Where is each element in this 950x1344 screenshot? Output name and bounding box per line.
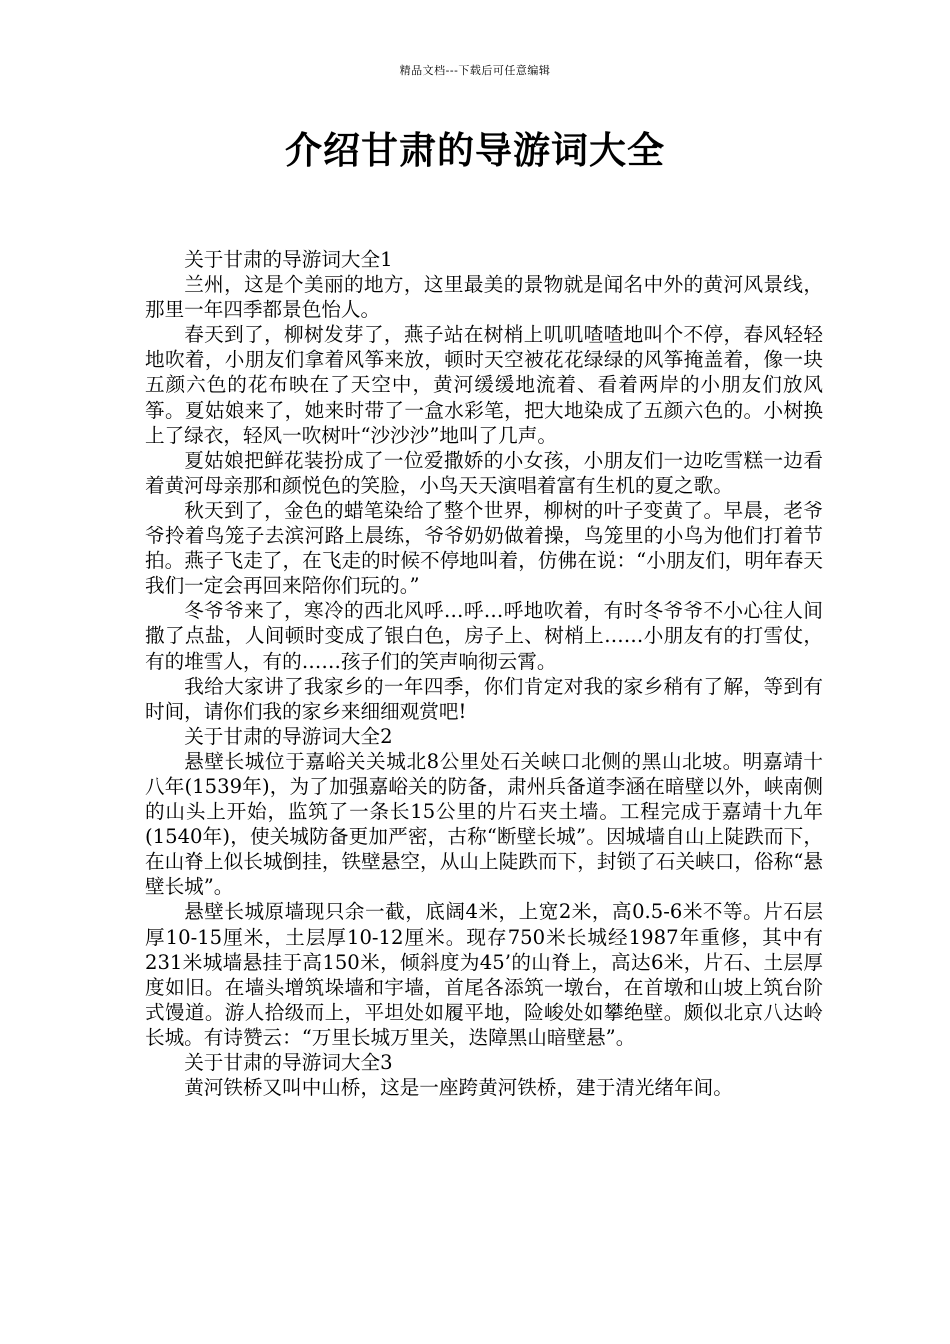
section-heading-1: 关于甘肃的导游词大全1 <box>184 248 393 271</box>
paragraph-autumn: 秋天到了，金色的蜡笔染给了整个世界，柳树的叶子变黄了。早晨，老爷爷拎着鸟笼子去滨河路上晨练，爷爷奶奶做着操，鸟笼里的小鸟为他们打着节拍。燕子飞走了，在飞走的时候不停地叫着，仿佛在说：“小朋友们，明年春天我们一定会再回来陪你们玩的。” <box>145 498 823 598</box>
section-heading-2: 关于甘肃的导游词大全2 <box>184 724 393 748</box>
paragraph-summer: 夏姑娘把鲜花装扮成了一位爱撒娇的小女孩，小朋友们一边吃雪糕一边看着黄河母亲那和颜悦色的笑脸，小鸟天天演唱着富有生机的夏之歌。 <box>145 448 823 497</box>
document-title: 介绍甘肃的导游词大全 <box>285 129 665 172</box>
paragraph-lanzhou-intro: 兰州，这是个美丽的地方，这里最美的景物就是闻名中外的黄河风景线，那里一年四季都景色怡人。 <box>145 273 823 322</box>
paragraph-spring: 春天到了，柳树发芽了，燕子站在树梢上叽叽喳喳地叫个不停，春风轻轻地吹着，小朋友们拿着风筝来放，顿时天空被花花绿绿的风筝掩盖着，像一块五颜六色的花布映在了天空中，黄河缓缓地流着、看着两岸的小朋友们放风筝。夏姑娘来了，她来时带了一盒水彩笔，把大地染成了五颜六色的。小树换上了绿衣，轻风一吹树叶“沙沙沙”地叫了几声。 <box>145 323 823 447</box>
page-header-note: 精品文档---下载后可任意编辑 <box>399 64 551 77</box>
paragraph-iron-bridge: 黄河铁桥又叫中山桥，这是一座跨黄河铁桥，建于清光绪年间。 <box>184 1076 733 1100</box>
paragraph-winter: 冬爷爷来了，寒冷的西北风呼…呼…呼地吹着，有时冬爷爷不小心往人间撒了点盐，人间顿时变成了银白色，房子上、树梢上……小朋友有的打雪仗，有的堆雪人，有的……孩子们的笑声响彻云霄。 <box>145 599 823 673</box>
paragraph-conclusion: 我给大家讲了我家乡的一年四季，你们肯定对我的家乡稍有了解，等到有时间，请你们我的家乡来细细观赏吧! <box>145 674 823 723</box>
section-heading-3: 关于甘肃的导游词大全3 <box>184 1051 393 1074</box>
paragraph-hanging-wall-history: 悬壁长城位于嘉峪关关城北8公里处石关峡口北侧的黑山北坡。明嘉靖十八年(1539年)，为了加强嘉峪关的防备，肃州兵备道李涵在暗壁以外，峡南侧的山头上开始，监筑了一条长15公里的片石夹土墙。工程完成于嘉靖十九年(1540年)，使关城防备更加严密，古称“断壁长城”。因城墙自山上陡跌而下，在山脊上似长城倒挂，铁壁悬空，从山上陡跌而下，封锁了石关峡口，俗称“悬壁长城”。 <box>145 749 823 899</box>
document-body <box>145 247 823 1100</box>
paragraph-hanging-wall-details: 悬壁长城原墙现只余一截，底阔4米，上宽2米，高0.5-6米不等。片石层厚10-15厘米，土层厚10-12厘米。现存750米长城经1987年重修，其中有231米城墙悬挂于高150米，倾斜度为45’的山脊上，高达6米，片石、土层厚度如旧。在墙头增筑垛墙和宇墙，首尾各添筑一墩台，在首墩和山坡上筑台阶式馒道。游人拾级而上，平坦处如履平地，险峻处如攀绝壁。颇似北京八达岭长城。有诗赞云：“万里长城万里关，迭障黑山暗壁悬”。 <box>145 900 823 1049</box>
